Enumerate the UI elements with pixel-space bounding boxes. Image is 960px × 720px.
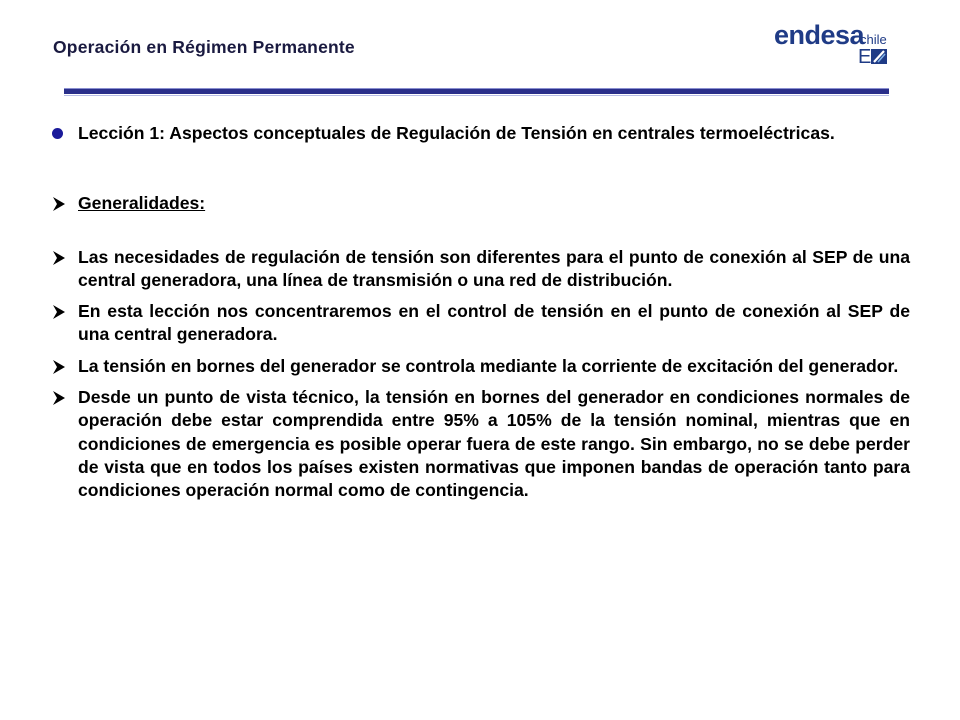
arrowhead-icon xyxy=(52,359,66,375)
header-rule-thin xyxy=(64,95,889,96)
list-item xyxy=(50,246,910,293)
arrowhead-icon xyxy=(52,304,66,320)
header-rule xyxy=(64,88,889,94)
arrowhead-icon xyxy=(52,196,66,212)
logo-text: endesa xyxy=(774,20,865,50)
list-item-text: La tensión en bornes del generador se controla mediante la corriente de excitación del generador. xyxy=(78,355,899,376)
arrowhead-icon xyxy=(52,250,66,266)
arrowhead-icon xyxy=(52,390,66,406)
list-item xyxy=(50,386,910,502)
page-title: Operación en Régimen Permanente xyxy=(53,37,355,57)
heading-bullet xyxy=(50,192,910,215)
list-item-text: Las necesidades de regulación de tensión son diferentes para el punto de conexión al SEP de una central generadora, una línea de transmisión o una red de distribución. xyxy=(78,246,910,290)
endesa-chile-logo xyxy=(770,18,895,70)
logo-mark: E xyxy=(858,46,872,68)
list-item-text: Desde un punto de vista técnico, la tensión en bornes del generador en condiciones normales de operación debe estar comprendida entre 95% a 105% de la tensión nominal, mientras que en condiciones de emergencia es posible operar fuera de este rango. Sin embargo, no se debe perder de vista que en todos los países existen normativas que imponen bandas de operación tanto para condiciones operación normal como de contingencia. xyxy=(78,387,910,501)
heading-text: Generalidades: xyxy=(78,193,206,214)
lesson-bullet xyxy=(50,122,910,145)
list-item xyxy=(50,355,910,378)
list-item xyxy=(50,300,910,347)
bullet-dot-icon xyxy=(52,128,63,139)
slide-content xyxy=(50,122,910,503)
list-item-text: En esta lección nos concentraremos en el control de tensión en el punto de conexión al SEP de una central generadora. xyxy=(78,301,910,345)
lesson-text: Lección 1: Aspectos conceptuales de Regulación de Tensión en centrales termoeléctricas. xyxy=(78,123,835,143)
logo-sub: chile xyxy=(860,32,887,47)
